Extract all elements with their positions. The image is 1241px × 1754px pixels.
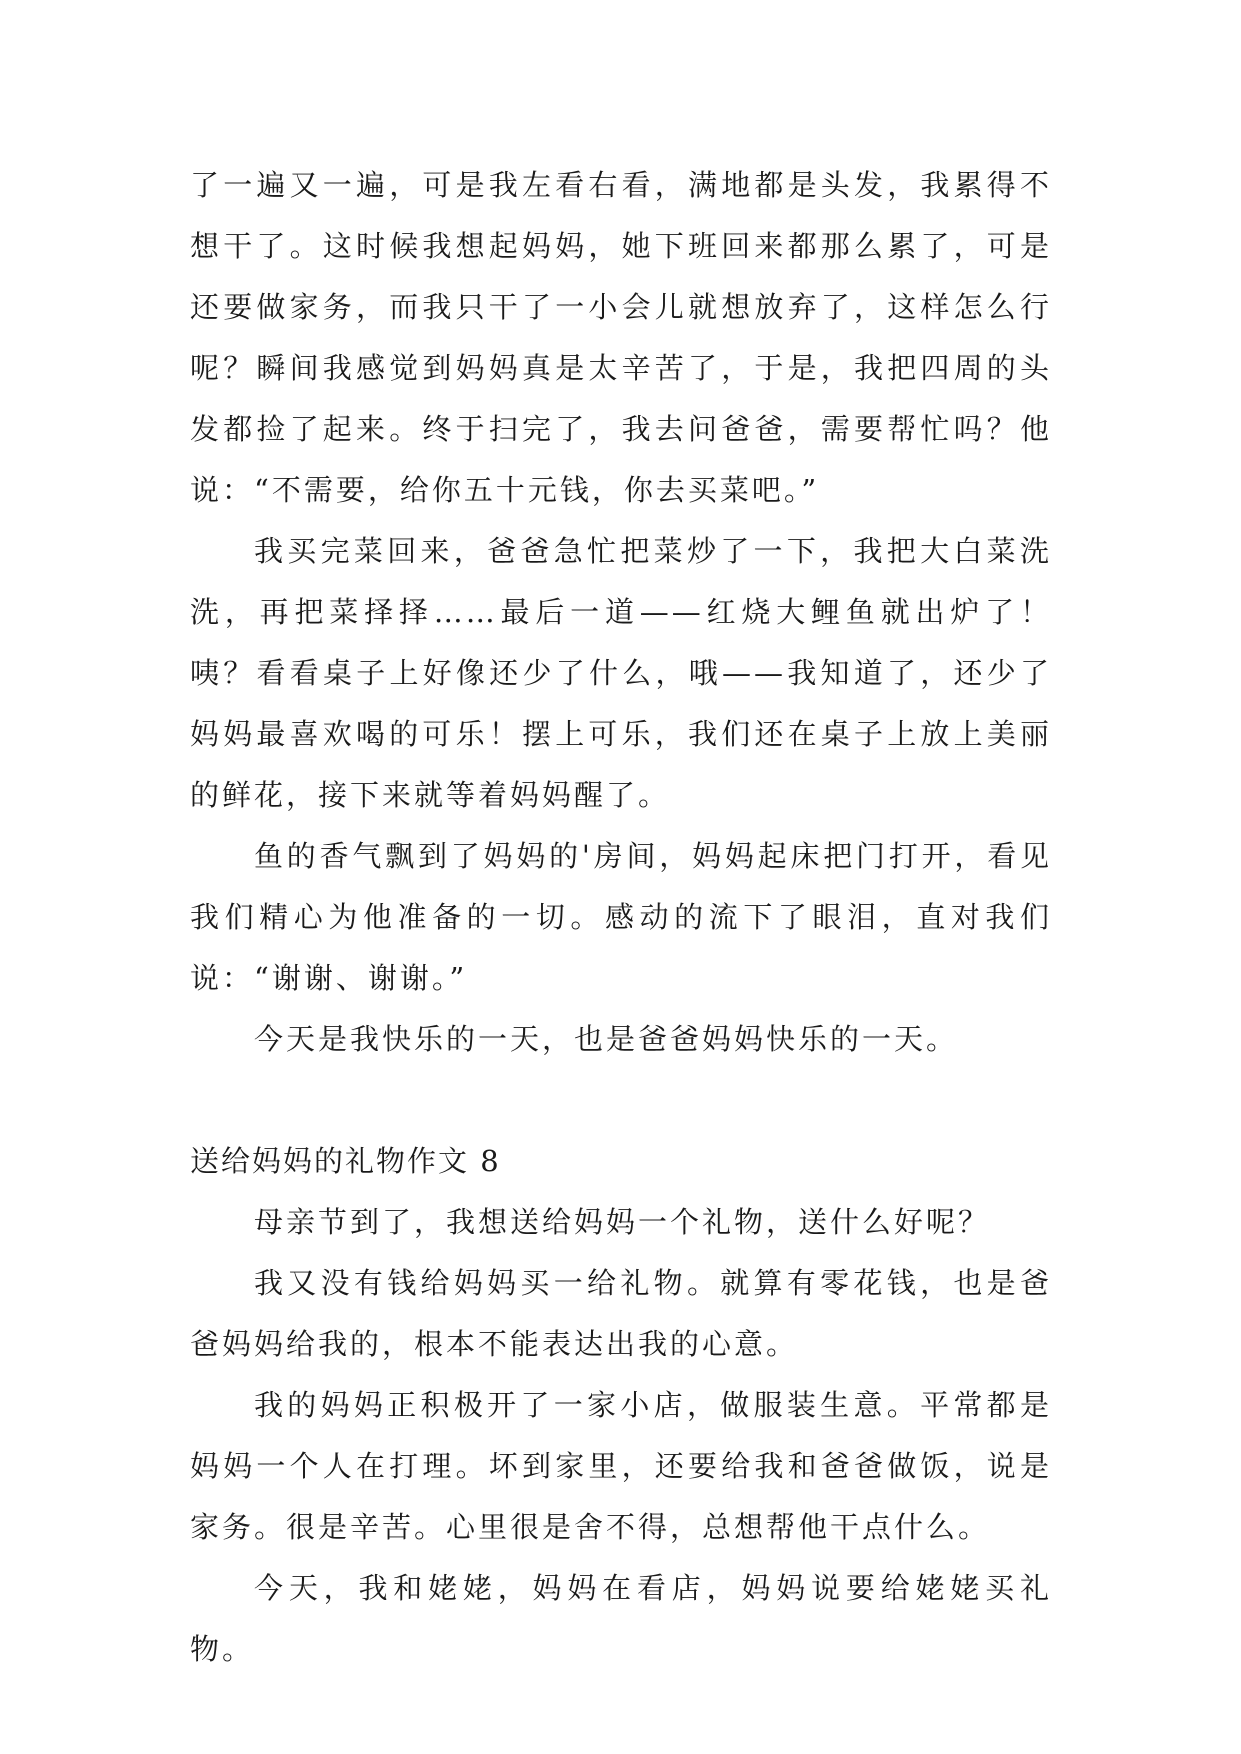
paragraph: 我的妈妈正积极开了一家小店，做服装生意。平常都是妈妈一个人在打理。坏到家里，还要给我和爸爸做饭，说是家务。很是辛苦。心里很是舍不得，总想帮他干点什么。: [190, 1388, 1052, 1544]
paragraph: 了一遍又一遍，可是我左看右看，满地都是头发，我累得不想干了。这时候我想起妈妈，她下班回来都那么累了，可是还要做家务，而我只干了一小会儿就想放弃了，这样怎么行呢？瞬间我感觉到妈妈真是太辛苦了，于是，我把四周的头发都捡了起来。终于扫完了，我去问爸爸，需要帮忙吗？他说：“不需要，给你五十元钱，你去买菜吧。”: [190, 168, 1052, 507]
document-body: [190, 155, 1052, 1680]
paragraph: 鱼的香气飘到了妈妈的'房间，妈妈起床把门打开，看见我们精心为他准备的一切。感动的流下了眼泪，直对我们说：“谢谢、谢谢。”: [190, 839, 1052, 995]
paragraph: 今天是我快乐的一天，也是爸爸妈妈快乐的一天。: [254, 1022, 959, 1056]
paragraph: 今天，我和姥姥，妈妈在看店，妈妈说要给姥姥买礼物。: [190, 1571, 1052, 1666]
paragraph: 母亲节到了，我想送给妈妈一个礼物，送什么好呢？: [254, 1205, 991, 1239]
paragraph: 我又没有钱给妈妈买一给礼物。就算有零花钱，也是爸爸妈妈给我的，根本不能表达出我的心意。: [190, 1266, 1052, 1361]
paragraph: 我买完菜回来，爸爸急忙把菜炒了一下，我把大白菜洗洗，再把菜择择……最后一道——红烧大鲤鱼就出炉了！咦？看看桌子上好像还少了什么，哦——我知道了，还少了妈妈最喜欢喝的可乐！摆上可乐，我们还在桌子上放上美丽的鲜花，接下来就等着妈妈醒了。: [190, 534, 1052, 812]
section-title: 送给妈妈的礼物作文 8: [190, 1144, 501, 1178]
